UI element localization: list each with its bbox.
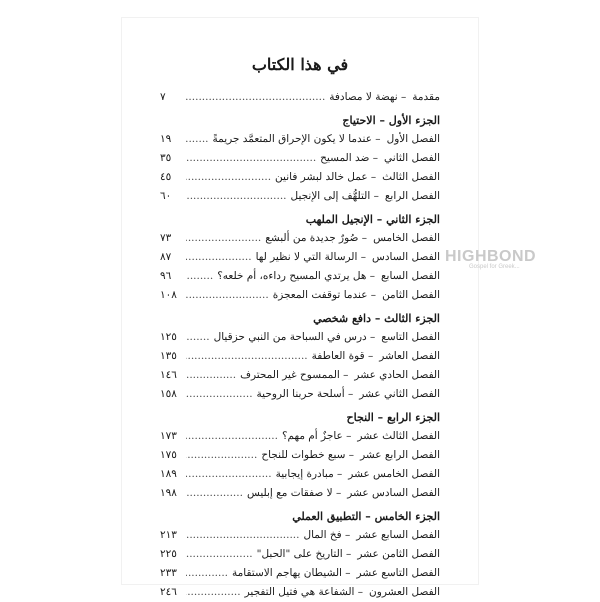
chapter-title: – ضد المسيح [320,152,379,164]
page-number: ٢٤٦ [160,586,177,598]
chapter-label: الفصل الثامن [382,289,440,301]
toc-entry [160,385,440,404]
leader-dots [186,484,243,503]
leader-dots [186,427,278,446]
chapter-label: الفصل الثامن عشر [357,548,440,560]
chapter-title: – فخ المال [303,529,351,541]
toc-entry [160,564,440,583]
leader-dots [186,229,261,248]
toc-entry [160,130,440,149]
page-number: ١٧٣ [160,430,177,442]
chapter-label: الفصل الثاني [384,152,440,164]
chapter-title: – الممسوح غير المحترف [240,369,349,381]
chapter-title: – عمل خالد لبشر فانين [275,171,377,183]
chapter-title: – سبع خطوات للنجاح [261,449,355,461]
toc-entry [160,446,440,465]
part-heading: الجزء الثالث – دافع شخصي [313,312,440,325]
leader-dots [186,168,271,187]
leader-dots [186,446,257,465]
chapter-title: – التاريخ على "الحبل" [256,548,352,560]
toc-entry [160,168,440,187]
chapter-title: – عندما توقفت المعجزة [272,289,377,301]
chapter-title: – الرسالة التي لا نظير لها [255,251,366,263]
leader-dots [186,545,253,564]
page-number: ٧ [160,91,166,103]
part-heading: الجزء الخامس – التطبيق العملي [292,510,440,523]
toc-entry [160,545,440,564]
leader-dots [186,248,252,267]
page-number: ١٤٦ [160,369,177,381]
leader-dots [186,267,213,286]
leader-dots [186,564,228,583]
toc-entry [160,149,440,168]
page-number: ٣٥ [160,152,172,164]
chapter-title: – نهضة لا مصادفة [329,91,407,103]
chapter-title: – قوة العاطفة [311,350,374,362]
leader-dots [186,130,209,149]
chapter-label: الفصل السابع [380,270,440,282]
leader-dots [186,347,308,366]
chapter-label: الفصل السادس عشر [347,487,440,499]
page-number: ١٠٨ [160,289,177,301]
chapter-label: الفصل الخامس [373,232,440,244]
page-number: ١٨٩ [160,468,177,480]
page-number: ١٢٥ [160,331,177,343]
toc-entry [160,267,440,286]
chapter-title: – لا صفقات مع إبليس [246,487,342,499]
page-number: ٨٧ [160,251,172,263]
page-number: ٤٥ [160,171,172,183]
chapter-label: الفصل السابع عشر [356,529,440,541]
chapter-label: الفصل الثالث عشر [357,430,440,442]
leader-dots [186,187,287,206]
chapter-label: الفصل الأول [386,133,440,145]
toc-entry [160,88,440,107]
toc-entry [160,526,440,545]
chapter-label: الفصل الخامس عشر [348,468,440,480]
toc-entry [160,465,440,484]
chapter-title: – درس في السباحة من النبي حزقيال [213,331,376,343]
part-heading: الجزء الثاني – الإنجيل الملهب [305,213,440,226]
chapter-label: الفصل السادس [372,251,440,263]
toc-entry [160,286,440,305]
chapter-label: الفصل التاسع عشر [356,567,440,579]
toc-entry [160,484,440,503]
chapter-label: الفصل الرابع عشر [360,449,440,461]
leader-dots [186,526,299,545]
chapter-label: الفصل الرابع [384,190,440,202]
chapter-label: مقدمة [412,91,440,103]
toc-entry [160,427,440,446]
chapter-title: – صُورٌ جديدة من ألبشع [265,232,368,244]
page-number: ٧٣ [160,232,172,244]
chapter-title: – مبادرة إيجابية [275,468,343,480]
part-heading: الجزء الرابع – النجاح [346,411,440,424]
toc-entry [160,248,440,267]
leader-dots [186,88,325,107]
leader-dots [186,583,241,602]
page-title: في هذا الكتاب [251,55,349,74]
chapter-label: الفصل العاشر [379,350,440,362]
chapter-title: – التلهُّف إلى الإنجيل [290,190,379,202]
chapter-title: – عاجزٌ أم مهم؟ [281,430,352,442]
page-number: ١٥٨ [160,388,177,400]
leader-dots [186,328,210,347]
page-number: ١٩ [160,133,172,145]
page-number: ٢٣٣ [160,567,177,579]
page-number: ١٣٥ [160,350,177,362]
table-of-contents [160,55,440,602]
leader-dots [186,465,272,484]
chapter-label: الفصل التاسع [381,331,440,343]
chapter-title: – هل يرتدي المسيح رداءه، أم خلعه؟ [217,270,375,282]
part-heading: الجزء الأول – الاحتياج [342,114,440,127]
page-number: ٢٢٥ [160,548,177,560]
leader-dots [186,366,236,385]
page-number: ١٩٨ [160,487,177,499]
page-number: ١٧٥ [160,449,177,461]
chapter-label: الفصل العشرون [369,586,440,598]
watermark-tagline: Gospel for Greek... [469,264,520,270]
chapter-label: الفصل الحادي عشر [354,369,440,381]
chapter-title: – أسلحة حربنا الروحية [256,388,354,400]
leader-dots [186,385,253,404]
toc-entry [160,187,440,206]
toc-entry [160,583,440,602]
toc-entry [160,328,440,347]
chapter-title: – الشيطان يهاجم الاستقامة [232,567,351,579]
leader-dots [186,149,316,168]
chapter-title: – الشفاعة هي فتيل التفجير [244,586,364,598]
toc-entry [160,347,440,366]
page-number: ٦٠ [160,190,172,202]
watermark-logo [445,248,536,270]
watermark-brand: HIGHBOND [445,248,537,265]
toc-body [160,88,440,602]
page-number: ٢١٣ [160,529,177,541]
chapter-title: – عندما لا يكون الإحراق المتعمَّد جريمةً [212,133,381,145]
chapter-label: الفصل الثالث [382,171,440,183]
page-number: ٩٦ [160,270,172,282]
leader-dots [186,286,269,305]
toc-entry [160,229,440,248]
chapter-label: الفصل الثاني عشر [359,388,440,400]
toc-entry [160,366,440,385]
